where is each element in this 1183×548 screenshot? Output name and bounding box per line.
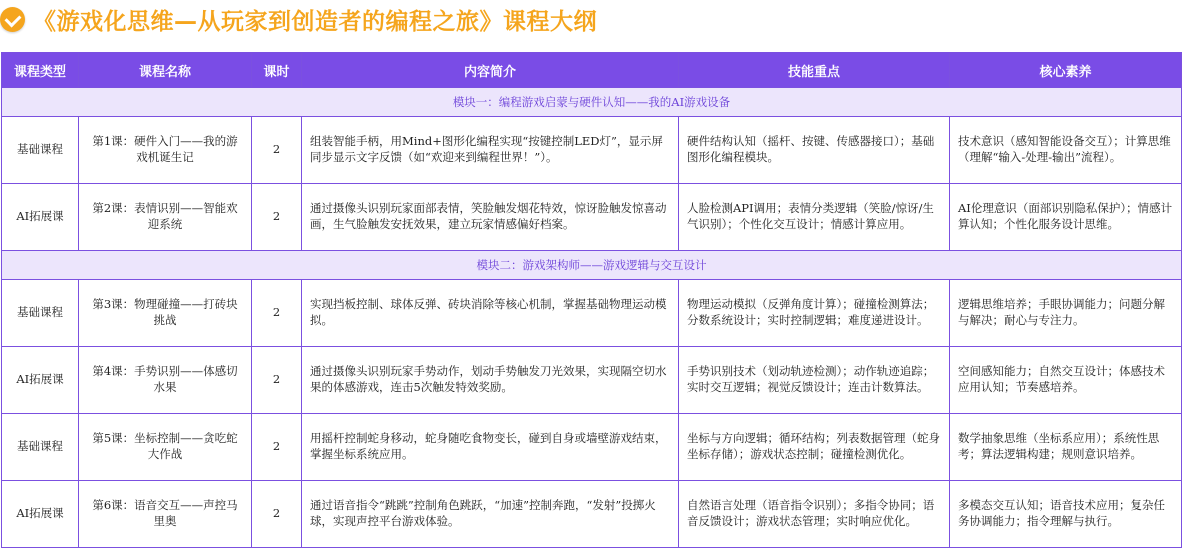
cell-content-intro: 实现挡板控制、球体反弹、砖块消除等核心机制，掌握基础物理运动模拟。 xyxy=(302,280,679,347)
cell-core-literacy: 空间感知能力；自然交互设计；体感技术应用认知；节奏感培养。 xyxy=(950,347,1182,414)
cell-course-name: 第4课：手势识别——体感切水果 xyxy=(79,347,252,414)
cell-course-name: 第5课：坐标控制——贪吃蛇大作战 xyxy=(79,414,252,481)
cell-content-intro: 组装智能手柄，用Mind+图形化编程实现“按键控制LED灯”，显示屏同步显示文字反馈（如“欢迎来到编程世界！”）。 xyxy=(302,117,679,184)
table-row xyxy=(2,117,1182,184)
header-skill-focus: 技能重点 xyxy=(679,53,950,88)
table-row xyxy=(2,280,1182,347)
page-title: 《游戏化思维—从玩家到创造者的编程之旅》课程大纲 xyxy=(33,9,597,35)
check-circle-icon xyxy=(0,7,25,32)
cell-hours: 2 xyxy=(252,280,302,347)
header-core-literacy: 核心素养 xyxy=(950,53,1182,88)
cell-core-literacy: 技术意识（感知智能设备交互）；计算思维（理解“输入-处理-输出”流程）。 xyxy=(950,117,1182,184)
header-course-name: 课程名称 xyxy=(79,53,252,88)
header-course-type: 课程类型 xyxy=(2,53,79,88)
cell-course-type: AI拓展课 xyxy=(2,184,79,251)
cell-course-type: 基础课程 xyxy=(2,414,79,481)
module-row xyxy=(2,88,1182,117)
cell-skill-focus: 坐标与方向逻辑；循环结构；列表数据管理（蛇身坐标存储）；游戏状态控制；碰撞检测优化。 xyxy=(679,414,950,481)
cell-skill-focus: 人脸检测API调用；表情分类逻辑（笑脸/惊讶/生气识别）；个性化交互设计；情感计算应用。 xyxy=(679,184,950,251)
cell-hours: 2 xyxy=(252,481,302,548)
cell-course-type: 基础课程 xyxy=(2,117,79,184)
cell-skill-focus: 手势识别技术（划动轨迹检测）；动作轨迹追踪；实时交互逻辑；视觉反馈设计；连击计数算法。 xyxy=(679,347,950,414)
cell-hours: 2 xyxy=(252,347,302,414)
cell-skill-focus: 物理运动模拟（反弹角度计算）；碰撞检测算法；分数系统设计；实时控制逻辑；难度递进设计。 xyxy=(679,280,950,347)
cell-course-type: AI拓展课 xyxy=(2,481,79,548)
table-row xyxy=(2,184,1182,251)
cell-core-literacy: 多模态交互认知；语音技术应用；复杂任务协调能力；指令理解与执行。 xyxy=(950,481,1182,548)
cell-skill-focus: 自然语言处理（语音指令识别）；多指令协同；语音反馈设计；游戏状态管理；实时响应优化。 xyxy=(679,481,950,548)
cell-course-name: 第1课：硬件入门——我的游戏机诞生记 xyxy=(79,117,252,184)
cell-course-type: AI拓展课 xyxy=(2,347,79,414)
cell-core-literacy: AI伦理意识（面部识别隐私保护）；情感计算认知；个性化服务设计思维。 xyxy=(950,184,1182,251)
cell-content-intro: 通过摄像头识别玩家手势动作，划动手势触发刀光效果，实现隔空切水果的体感游戏，连击5次触发特效奖励。 xyxy=(302,347,679,414)
cell-content-intro: 通过摄像头识别玩家面部表情，笑脸触发烟花特效，惊讶脸触发惊喜动画，生气脸触发安抚效果，建立玩家情感偏好档案。 xyxy=(302,184,679,251)
cell-core-literacy: 逻辑思维培养；手眼协调能力；问题分解与解决；耐心与专注力。 xyxy=(950,280,1182,347)
page-header xyxy=(0,0,1183,40)
cell-course-name: 第2课：表情识别——智能欢迎系统 xyxy=(79,184,252,251)
cell-course-type: 基础课程 xyxy=(2,280,79,347)
table-row xyxy=(2,481,1182,548)
cell-hours: 2 xyxy=(252,117,302,184)
cell-content-intro: 用摇杆控制蛇身移动，蛇身随吃食物变长，碰到自身或墙壁游戏结束，掌握坐标系统应用。 xyxy=(302,414,679,481)
table-row xyxy=(2,414,1182,481)
cell-course-name: 第6课：语音交互——声控马里奥 xyxy=(79,481,252,548)
cell-hours: 2 xyxy=(252,414,302,481)
cell-skill-focus: 硬件结构认知（摇杆、按键、传感器接口）；基础图形化编程模块。 xyxy=(679,117,950,184)
cell-hours: 2 xyxy=(252,184,302,251)
cell-core-literacy: 数学抽象思维（坐标系应用）；系统性思考；算法逻辑构建；规则意识培养。 xyxy=(950,414,1182,481)
module-row xyxy=(2,251,1182,280)
table-row xyxy=(2,347,1182,414)
header-hours: 课时 xyxy=(252,53,302,88)
table-header-row xyxy=(2,53,1182,88)
cell-course-name: 第3课：物理碰撞——打砖块挑战 xyxy=(79,280,252,347)
module-title: 模块一：编程游戏启蒙与硬件认知——我的AI游戏设备 xyxy=(2,88,1182,117)
module-title: 模块二：游戏架构师——游戏逻辑与交互设计 xyxy=(2,251,1182,280)
cell-content-intro: 通过语音指令“跳跳”控制角色跳跃，“加速”控制奔跑，“发射”投掷火球，实现声控平台游戏体验。 xyxy=(302,481,679,548)
header-content-intro: 内容简介 xyxy=(302,53,679,88)
course-outline-table xyxy=(1,52,1182,548)
